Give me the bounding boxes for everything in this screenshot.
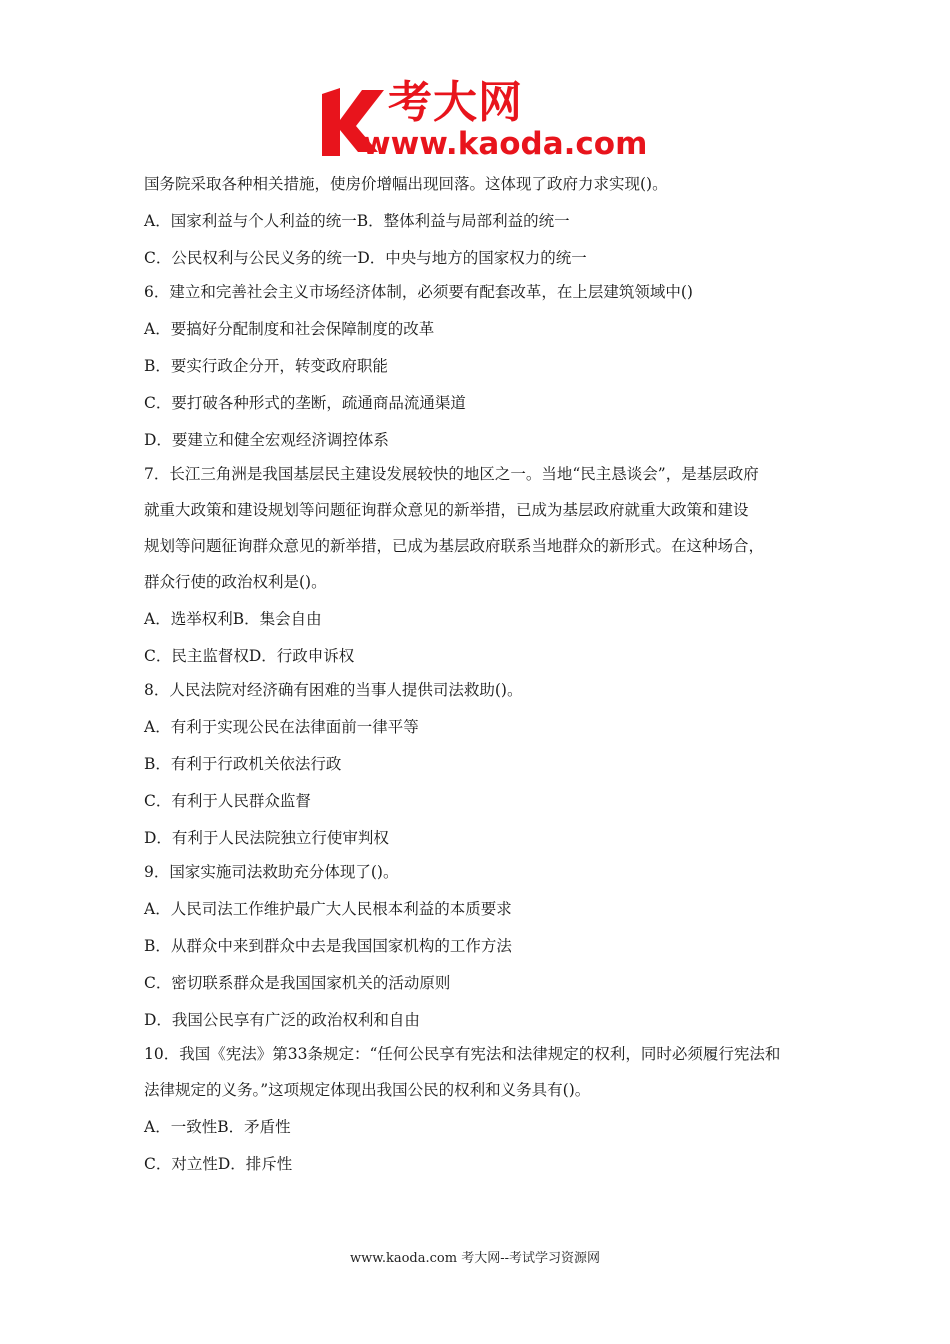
option-line: B．要实行政企分开，转变政府职能: [144, 357, 388, 375]
logo-brand-url: www.kaoda.com: [362, 126, 648, 162]
option-line: A．国家利益与个人利益的统一B．整体利益与局部利益的统一: [144, 212, 570, 230]
question-line: 就重大政策和建设规划等问题征询群众意见的新举措，已成为基层政府就重大政策和建设: [144, 501, 749, 519]
option-line: B．从群众中来到群众中去是我国国家机构的工作方法: [144, 937, 512, 955]
question-line: 群众行使的政治权利是()。: [144, 573, 327, 591]
option-line: A．人民司法工作维护最广大人民根本利益的本质要求: [144, 900, 512, 918]
document-body: [144, 172, 814, 1176]
option-line: A．一致性B．矛盾性: [144, 1118, 291, 1136]
question-line: 6．建立和完善社会主义市场经济体制，必须要有配套改革，在上层建筑领域中(): [144, 283, 693, 301]
option-line: C．密切联系群众是我国国家机关的活动原则: [144, 974, 451, 992]
option-line: D．要建立和健全宏观经济调控体系: [144, 431, 389, 449]
option-line: C．民主监督权D．行政申诉权: [144, 647, 355, 665]
option-line: C．要打破各种形式的垄断，疏通商品流通渠道: [144, 394, 466, 412]
kaoda-logo: [318, 77, 648, 162]
page-footer: www.kaoda.com 考大网--考试学习资源网: [350, 1251, 600, 1266]
logo-brand-cn: 考大网: [388, 77, 523, 128]
option-line: B．有利于行政机关依法行政: [144, 755, 342, 773]
question-line: 规划等问题征询群众意见的新举措，已成为基层政府联系当地群众的新形式。在这种场合，: [144, 537, 765, 555]
option-line: C．公民权利与公民义务的统一D．中央与地方的国家权力的统一: [144, 249, 587, 267]
question-line: 9．国家实施司法救助充分体现了()。: [144, 863, 399, 881]
option-line: D．我国公民享有广泛的政治权利和自由: [144, 1011, 420, 1029]
option-line: A．有利于实现公民在法律面前一律平等: [144, 718, 419, 736]
option-line: D．有利于人民法院独立行使审判权: [144, 829, 389, 847]
question-line: 法律规定的义务。”这项规定体现出我国公民的权利和义务具有()。: [144, 1081, 591, 1099]
question-line: 10．我国《宪法》第33条规定：“任何公民享有宪法和法律规定的权利，同时必须履行宪法和: [144, 1045, 781, 1063]
option-line: C．有利于人民群众监督: [144, 792, 311, 810]
question-line: 8．人民法院对经济确有困难的当事人提供司法救助()。: [144, 681, 523, 699]
option-line: C．对立性D．排斥性: [144, 1155, 293, 1173]
option-line: A．选举权利B．集会自由: [144, 610, 322, 628]
text-line: 国务院采取各种相关措施，使房价增幅出现回落。这体现了政府力求实现()。: [144, 175, 668, 193]
question-line: 7．长江三角洲是我国基层民主建设发展较快的地区之一。当地“民主恳谈会”，是基层政府: [144, 465, 759, 483]
option-line: A．要搞好分配制度和社会保障制度的改革: [144, 320, 435, 338]
